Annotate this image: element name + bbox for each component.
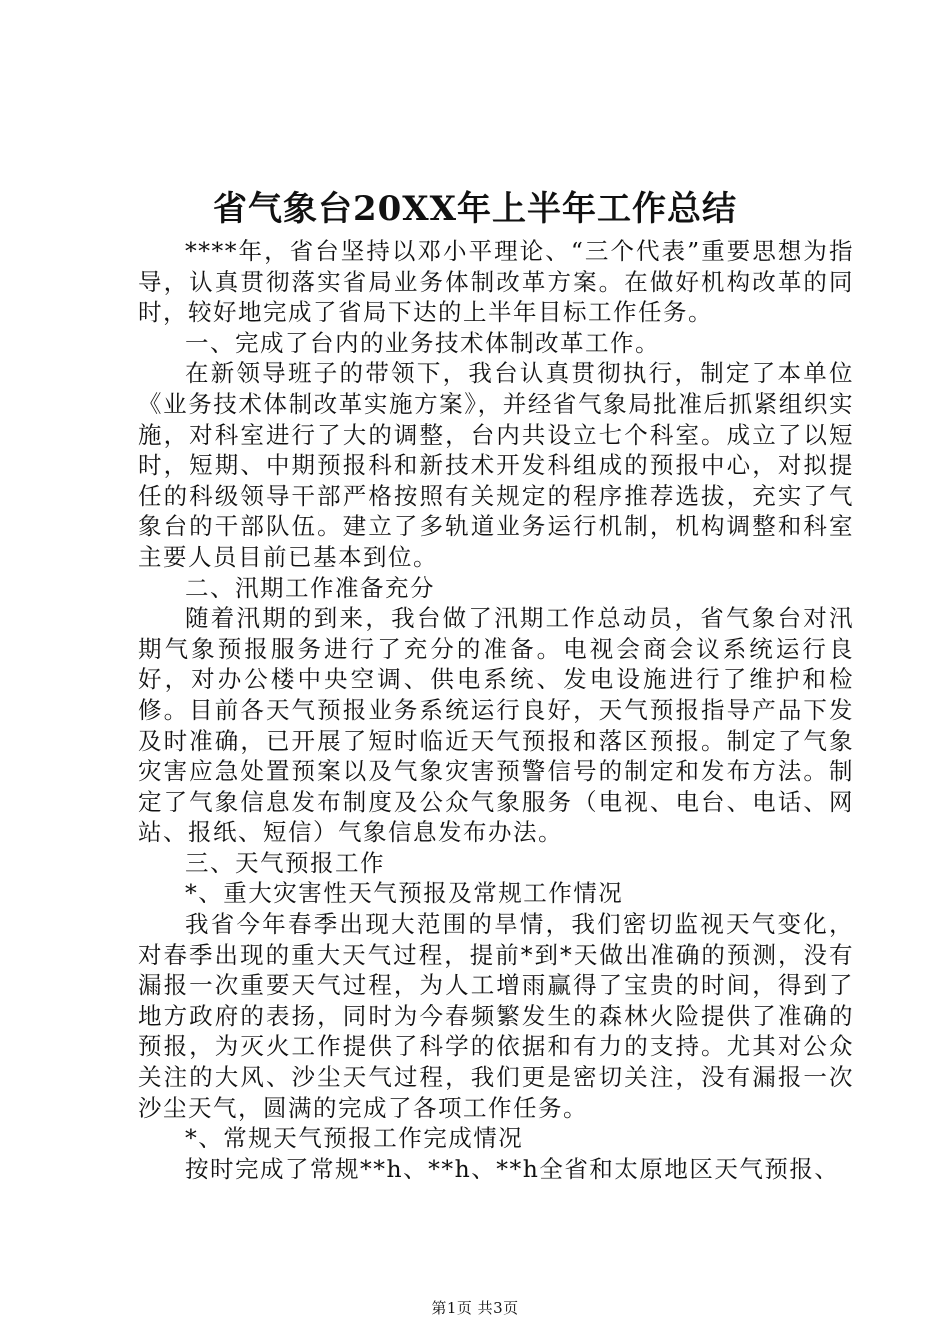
document-title: 省气象台20XX年上半年工作总结	[212, 189, 738, 229]
section-1-paragraph: 在新领导班子的带领下，我台认真贯彻执行，制定了本单位《业务技术体制改革实施方案》，并经省气象局批准后抓紧组织实施，对科室进行了大的调整，台内共设立七个科室。成立了以短时，短期、中期预报科和新技术开发科组成的预报中心，对拟提任的科级领导干部严格按照有关规定的程序推荐选拔，充实了气象台的干部队伍。建立了多轨道业务运行机制，机构调整和科室主要人员目前已基本到位。	[138, 359, 854, 571]
document-body	[138, 236, 854, 1184]
page-footer: 第1页 共3页	[431, 1299, 519, 1317]
subsection-heading-3-2: *、常规天气预报工作完成情况	[185, 1124, 524, 1153]
section-heading-3: 三、天气预报工作	[185, 848, 385, 877]
subsection-3-1-paragraph: 我省今年春季出现大范围的旱情，我们密切监视天气变化，对春季出现的重大天气过程，提前*到*天做出准确的预测，没有漏报一次重要天气过程，为人工增雨赢得了宝贵的时间，得到了地方政府的表扬，同时为今春频繁发生的森林火险提供了准确的预报，为灭火工作提供了科学的依据和有力的支持。尤其对公众关注的大风、沙尘天气过程，我们更是密切关注，没有漏报一次沙尘天气，圆满的完成了各项工作任务。	[138, 910, 854, 1122]
subsection-3-2-paragraph: 按时完成了常规**h、**h、**h全省和太原地区天气预报、	[185, 1154, 840, 1183]
subsection-heading-3-1: *、重大灾害性天气预报及常规工作情况	[185, 879, 624, 908]
section-heading-1: 一、完成了台内的业务技术体制改革工作。	[185, 328, 660, 357]
section-heading-2: 二、汛期工作准备充分	[185, 573, 435, 602]
section-2-paragraph: 随着汛期的到来，我台做了汛期工作总动员，省气象台对汛期气象预报服务进行了充分的准备。电视会商会议系统运行良好，对办公楼中央空调、供电系统、发电设施进行了维护和检修。目前各天气预报业务系统运行良好，天气预报指导产品下发及时准确，已开展了短时临近天气预报和落区预报。制定了气象灾害应急处置预案以及气象灾害预警信号的制定和发布方法。制定了气象信息发布制度及公众气象服务（电视、电台、电话、网站、报纸、短信）气象信息发布办法。	[138, 604, 854, 847]
intro-paragraph: ****年，省台坚持以邓小平理论、“三个代表”重要思想为指导，认真贯彻落实省局业务体制改革方案。在做好机构改革的同时，较好地完成了省局下达的上半年目标工作任务。	[138, 237, 854, 327]
